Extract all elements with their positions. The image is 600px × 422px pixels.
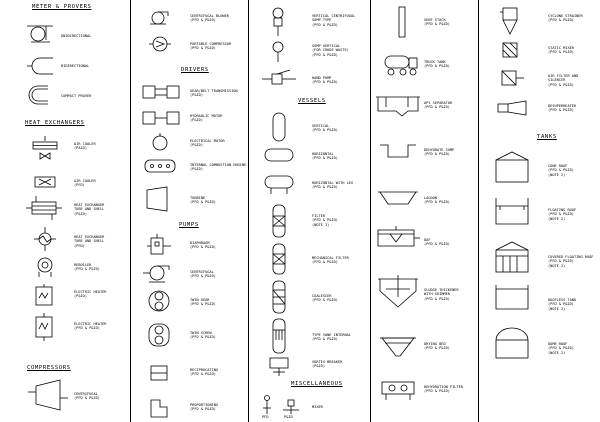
filter-vessel-symbol xyxy=(272,204,286,238)
label-mixer: MIXER xyxy=(312,405,323,409)
air-cooler-paid-symbol xyxy=(30,136,60,162)
label-vertical: VERTICAL (PFD & P&ID) xyxy=(312,124,338,133)
label-electric-heater-pfd: ELECTRIC HEATER (PFD & P&ID) xyxy=(74,322,107,331)
truck-tank-symbol xyxy=(383,52,419,76)
drying-bed-symbol xyxy=(380,334,416,360)
column-divider-3 xyxy=(370,0,371,422)
sludge-thickener-symbol xyxy=(376,275,420,309)
section-header-drivers: DRIVERS xyxy=(181,67,209,73)
label-sludge-thickener: SLUDGE THICKENER WITH SKIMMER (PFD & P&ID) xyxy=(424,288,459,301)
reboiler-symbol xyxy=(35,256,55,278)
section-header-compressors: COMPRESSORS xyxy=(27,365,71,371)
static-mixer-symbol xyxy=(500,40,520,60)
label-cone-roof: CONE ROOF (PFD & P&ID) (NOTE 2) xyxy=(548,164,574,177)
roofless-tank-symbol xyxy=(494,283,530,311)
reciprocating-pump-symbol xyxy=(148,363,170,383)
internal-combustion-engine-symbol xyxy=(143,157,177,175)
label-electric-heater-pid: ELECTRIC HEATER (P&ID) xyxy=(74,290,107,299)
vortex-breaker-symbol xyxy=(268,356,290,376)
dehydrate-sump-symbol xyxy=(378,141,418,161)
hand-pump-symbol xyxy=(262,70,296,88)
section-header-meter-provers: METER & PROVERS xyxy=(32,4,92,10)
column-divider-2 xyxy=(248,0,249,422)
label-centrifugal-pump: CENTRIFUGAL (PFD & P&ID) xyxy=(190,270,216,279)
label-gear-belt: GEAR/BELT TRANSMISSION (P&ID) xyxy=(190,89,238,98)
label-air-filter-silencer: AIR FILTER AND SILENCER (PFD & P&ID) xyxy=(548,74,579,87)
coalescer-symbol xyxy=(272,280,286,314)
label-mechanical-filter: MECHANICAL FILTER (PFD & P&ID) xyxy=(312,256,349,265)
twin-screw-pump-symbol xyxy=(147,322,171,348)
horizontal-vessel-symbol xyxy=(264,147,294,163)
label-dehydrate-sump: DEHYDRATE SUMP (PFD & P&ID) xyxy=(424,148,455,157)
daf-symbol xyxy=(376,226,420,250)
label-vortex-breaker: VORTEX BREAKER (P&ID) xyxy=(312,360,343,369)
label-vert-cent-sump: VERTICAL CENTRIFUGAL SUMP TYPE (PFD & P&ID) xyxy=(312,14,356,27)
electric-heater-pfd-symbol xyxy=(33,313,55,341)
proportioning-pump-symbol xyxy=(148,397,170,419)
desuperheater-symbol xyxy=(496,100,528,116)
label-twin-gear: TWIN GEAR (PFD & P&ID) xyxy=(190,298,216,307)
mixer-pfd-symbol xyxy=(262,394,272,414)
label-mixer-pid: P&ID xyxy=(284,415,293,419)
label-hand-pump: HAND PUMP (PFD & P&ID) xyxy=(312,76,338,85)
label-vent-stack: VENT STACK (PFD & P&ID) xyxy=(424,18,450,27)
label-proportioning: PROPORTIONING (PFD & P&ID) xyxy=(190,403,219,412)
type-vane-internal-symbol xyxy=(272,318,286,354)
electrical-motor-symbol xyxy=(150,133,170,153)
label-centrifugal-compressor: CENTRIFUGAL (PFD & P&ID) xyxy=(74,392,100,401)
centrifugal-blower-symbol xyxy=(148,8,170,26)
section-header-heat-exchangers: HEAT EXCHANGERS xyxy=(25,120,85,126)
label-dehydration-filter: DEHYDRATION FILTER (PFD & P&ID) xyxy=(424,385,463,394)
label-cyclone-strainer: CYCLONE STRAINER (PFD & P&ID) xyxy=(548,14,583,23)
label-lagoon: LAGOON (PFD & P&ID) xyxy=(424,196,450,205)
heat-exchanger-tube-shell-paid-symbol xyxy=(26,196,62,220)
bidirectional-prover-symbol xyxy=(26,55,54,77)
vertical-vessel-symbol xyxy=(272,112,286,142)
label-unidirectional: UNIDIRECTIONAL xyxy=(61,34,92,38)
diaphragm-pump-symbol xyxy=(147,234,171,258)
dehydration-filter-symbol xyxy=(378,378,418,402)
label-dome-roof: DOME ROOF (PFD & P&ID) (NOTE 2) xyxy=(548,342,574,355)
label-coalescer: COALESCER (PFD & P&ID) xyxy=(312,294,338,303)
column-divider-4 xyxy=(478,0,479,422)
label-portable-compressor: PORTABLE COMPRESSOR (PFD & P&ID) xyxy=(190,42,232,51)
label-static-mixer: STATIC MIXER (PFD & P&ID) xyxy=(548,46,574,55)
label-filter: FILTER (PFD & P&ID) (NOTE 1) xyxy=(312,214,338,227)
section-header-pumps: PUMPS xyxy=(179,222,199,228)
label-he-tube-shell-pfd: HEAT EXCHANGER TUBE AND SHELL (PFD) xyxy=(74,235,105,248)
label-type-vane: TYPE VANE INTERNAL (PFD & P&ID) xyxy=(312,333,351,342)
mixer-pid-symbol xyxy=(283,398,299,414)
centrifugal-compressor-symbol xyxy=(28,378,68,412)
label-roofless-tank: ROOFLESS TANK (PFD & P&ID) (NOTE 2) xyxy=(548,298,577,311)
centrifugal-pump-symbol xyxy=(143,262,173,284)
vertical-centrifugal-sump-symbol xyxy=(268,6,288,36)
section-header-miscellaneous: MISCELLANEOUS xyxy=(291,381,343,387)
column-divider-1 xyxy=(130,0,131,422)
heat-exchanger-tube-shell-pfd-symbol xyxy=(34,227,56,251)
label-ice-engine: INTERNAL COMBUSTION ENGINE (P&ID) xyxy=(190,163,247,172)
label-mixer-pfd: PFD xyxy=(262,415,269,419)
twin-gear-pump-symbol xyxy=(147,289,171,313)
electric-heater-pid-symbol xyxy=(33,284,55,308)
label-electrical-motor: ELECTRICAL MOTOR (P&ID) xyxy=(190,139,225,148)
label-daf: DAF (PFD & P&ID) xyxy=(424,238,450,247)
api-separator-symbol xyxy=(376,95,420,117)
hydraulic-motor-symbol xyxy=(141,110,181,126)
label-compact-prover: COMPACT PROVER xyxy=(61,94,92,98)
covered-floating-roof-tank-symbol xyxy=(494,240,530,274)
air-cooler-pfd-symbol xyxy=(33,174,57,190)
compact-prover-symbol xyxy=(26,84,54,106)
section-header-tanks: TANKS xyxy=(537,134,557,140)
label-floating-roof: FLOATING ROOF (PFD & P&ID) (NOTE 2) xyxy=(548,208,577,221)
cone-roof-tank-symbol xyxy=(494,148,530,184)
label-he-tube-shell-paid: HEAT EXCHANGER TUBE AND SHELL (P&ID) xyxy=(74,203,105,216)
label-twin-screw: TWIN SCREW (PFD & P&ID) xyxy=(190,331,216,340)
label-covered-floating-roof: COVERED FLOATING ROOF (PFD & P&ID) (NOTE 2) xyxy=(548,255,594,268)
label-reboiler: REBOILER (PFD & P&ID) xyxy=(74,263,100,272)
label-bidirectional: BIDIRECTIONAL xyxy=(61,64,90,68)
air-filter-silencer-symbol xyxy=(498,68,524,88)
label-air-cooler-paid: AIR COOLER (PAID) xyxy=(74,142,96,151)
label-horizontal: HORIZONTAL (PFD & P&ID) xyxy=(312,152,338,161)
label-drying-bed: DRYING BED (PFD & P&ID) xyxy=(424,342,450,351)
lagoon-symbol xyxy=(378,190,418,206)
label-desuperheater: DESUPERHEATER (PFD & P&ID) xyxy=(548,104,577,113)
label-reciprocating: RECIPROCATING (PFD & P&ID) xyxy=(190,368,219,377)
label-sump-vertical: SUMP VERTICAL (FOR CRUDE WASTE) (PFD & P&ID) xyxy=(312,44,349,57)
floating-roof-tank-symbol xyxy=(494,196,530,226)
label-air-cooler-pfd: AIR COOLER (PFD) xyxy=(74,179,96,188)
sump-vertical-symbol xyxy=(268,40,288,62)
cyclone-strainer-symbol xyxy=(500,6,520,36)
unidirectional-prover-symbol xyxy=(26,22,54,48)
mechanical-filter-symbol xyxy=(272,243,286,275)
label-hydraulic-motor: HYDRAULIC MOTOR (P&ID) xyxy=(190,114,223,123)
section-header-vessels: VESSELS xyxy=(298,98,326,104)
portable-compressor-symbol xyxy=(149,34,171,54)
label-diaphragm: DIAPHRAGM (PFD & P&ID) xyxy=(190,241,216,250)
label-horizontal-leg: HORIZONTAL WITH LEG (PFD & P&ID) xyxy=(312,181,354,190)
dome-roof-tank-symbol xyxy=(494,326,530,360)
label-truck-tank: TRUCK TANK (PFD & P&ID) xyxy=(424,60,450,69)
label-turbine: TURBINE (PFD & P&ID) xyxy=(190,196,216,205)
vent-stack-symbol xyxy=(396,6,408,38)
turbine-symbol xyxy=(145,186,169,212)
label-api-separator: API SEPARATOR (PFD & P&ID) xyxy=(424,101,453,110)
label-centrifugal-blower: CENTRIFUGAL BLOWER (PFD & P&ID) xyxy=(190,14,229,23)
horizontal-vessel-with-leg-symbol xyxy=(264,174,294,194)
gear-belt-transmission-symbol xyxy=(141,84,181,100)
